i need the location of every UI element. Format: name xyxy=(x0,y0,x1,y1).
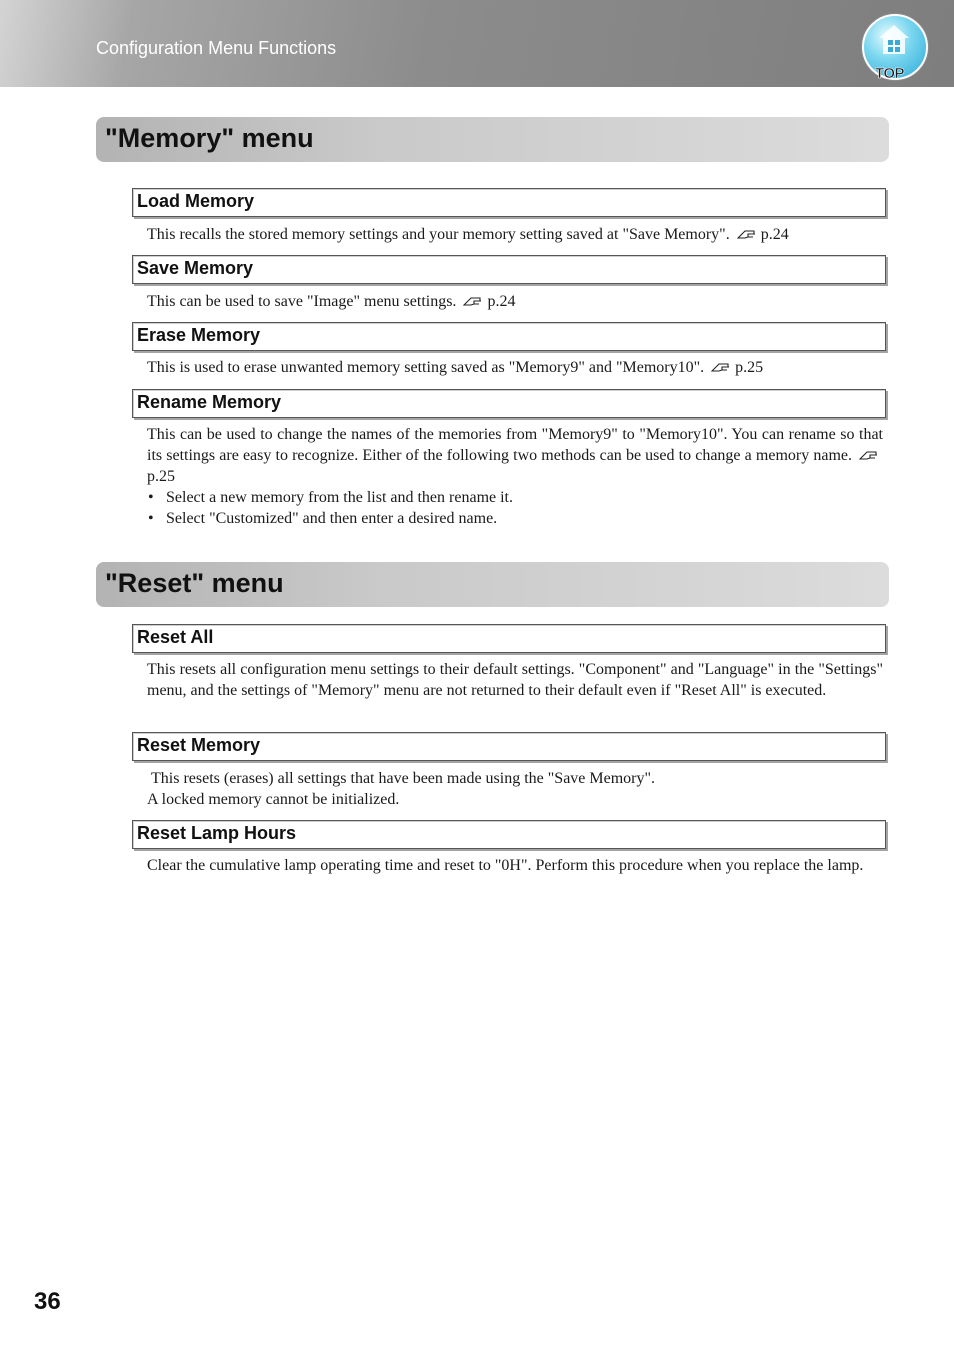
top-button[interactable] xyxy=(860,12,930,86)
page-reference-icon xyxy=(737,228,757,240)
top-label: TOP xyxy=(875,65,905,82)
memory-menu-title: "Memory" menu xyxy=(105,123,314,153)
reset-memory-line-1: This resets (erases) all settings that have been made using the "Save Memory". xyxy=(151,770,656,787)
page-header xyxy=(0,0,954,87)
reset-menu-header xyxy=(96,562,889,607)
load-memory-heading xyxy=(132,188,886,217)
reset-lamp-hours-heading xyxy=(132,820,886,849)
reset-memory-desc xyxy=(147,768,883,810)
load-memory-text: This recalls the stored memory settings and your memory setting saved at "Save Memory". xyxy=(147,226,730,243)
erase-memory-page-ref[interactable]: p.25 xyxy=(735,359,764,376)
load-memory-desc xyxy=(147,224,883,245)
house-icon xyxy=(877,23,911,57)
memory-menu-header xyxy=(96,117,889,162)
header-title: Configuration Menu Functions xyxy=(96,38,337,58)
load-memory-heading-text: Load Memory xyxy=(137,191,255,211)
reset-all-desc: This resets all configuration menu settings to their default settings. "Component" and "Language" in the "Settings" menu, and the settings of "Memory" menu are not returned to their default even if "Reset All" is executed. xyxy=(147,661,883,699)
save-memory-desc xyxy=(147,291,883,312)
save-memory-heading xyxy=(132,255,886,284)
reset-memory-heading xyxy=(132,732,886,761)
rename-methods-list xyxy=(144,487,883,529)
list-item: • Select a new memory from the list and then rename it. xyxy=(144,487,883,508)
reset-memory-heading-text: Reset Memory xyxy=(137,735,261,755)
reset-lamp-hours-heading-text: Reset Lamp Hours xyxy=(137,823,297,843)
rename-memory-desc xyxy=(147,424,883,487)
erase-memory-heading xyxy=(132,322,886,351)
rename-memory-heading-text: Rename Memory xyxy=(137,392,282,412)
page-reference-icon xyxy=(463,295,483,307)
rename-memory-heading xyxy=(132,389,886,418)
page-number: 36 xyxy=(34,1288,61,1315)
erase-memory-heading-text: Erase Memory xyxy=(137,325,261,345)
save-memory-text: This can be used to save "Image" menu settings. xyxy=(147,293,457,310)
save-memory-heading-text: Save Memory xyxy=(137,258,254,278)
reset-lamp-hours-desc: Clear the cumulative lamp operating time and reset to "0H". Perform this procedure when you replace the lamp. xyxy=(147,857,864,874)
rename-memory-text: This can be used to change the names of the memories from "Memory9" to "Memory10". You can rename so that its settings are easy to recognize. Either of the following two methods can be used to change a memory name. xyxy=(147,426,883,464)
page-reference-icon xyxy=(859,449,879,461)
reset-all-heading xyxy=(132,624,886,653)
reset-menu-title: "Reset" menu xyxy=(105,568,284,598)
erase-memory-text: This is used to erase unwanted memory setting saved as "Memory9" and "Memory10". xyxy=(147,359,705,376)
reset-memory-line-2: A locked memory cannot be initialized. xyxy=(147,791,400,808)
erase-memory-desc xyxy=(147,357,883,378)
reset-all-heading-text: Reset All xyxy=(137,627,214,647)
load-memory-page-ref[interactable]: p.24 xyxy=(760,226,789,243)
rename-memory-page-ref[interactable]: p.25 xyxy=(147,468,175,485)
page-reference-icon xyxy=(711,361,731,373)
rename-memory-methods xyxy=(147,487,883,529)
list-item: • Select "Customized" and then enter a desired name. xyxy=(144,508,883,529)
save-memory-page-ref[interactable]: p.24 xyxy=(487,293,516,310)
